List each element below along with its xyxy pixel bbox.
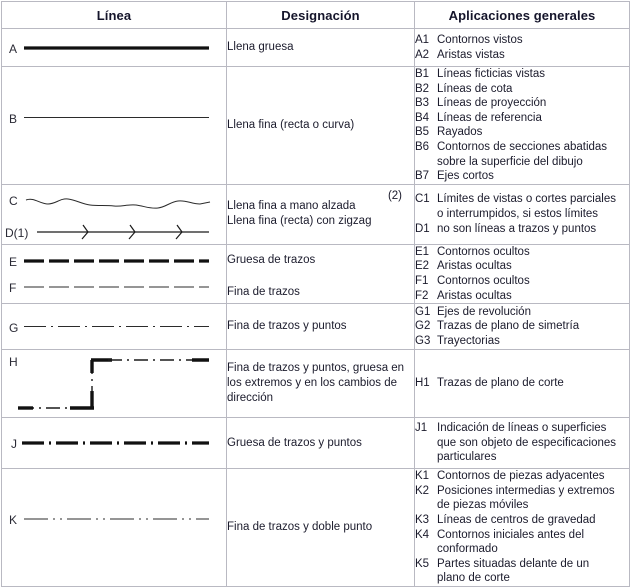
table-row (2, 184, 630, 244)
table-row (2, 418, 630, 469)
designation-line-1: Fina de trazos y puntos (227, 320, 347, 333)
designation-line-1: Fina de trazos y puntos, gruesa en los extremos y en los cambios de dirección (227, 362, 405, 405)
application-text-continued: que son objeto de especificaciones (437, 436, 617, 449)
application-code: F1 (415, 274, 429, 287)
application-item (415, 469, 629, 484)
application-text: Contornos de piezas adyacentes (437, 470, 605, 483)
thin-solid-line-icon (2, 67, 226, 168)
application-item (415, 33, 629, 48)
designation-line-1: Llena fina (recta o curva) (227, 118, 355, 131)
application-text: Contornos ocultos (437, 245, 530, 258)
application-code: K4 (415, 528, 430, 541)
application-code: J1 (415, 422, 428, 435)
application-text: Rayados (437, 126, 483, 139)
thin-dash-dot-line-icon (2, 304, 226, 349)
application-code: A1 (415, 33, 430, 46)
application-item (415, 169, 629, 184)
designation-g (227, 304, 415, 350)
application-text: Líneas de proyección (437, 97, 547, 110)
application-item (415, 376, 629, 391)
application-text-continued-2: particulares (437, 451, 497, 464)
designation-line-1: Llena fina a mano alzada (227, 200, 356, 213)
application-item (415, 111, 629, 126)
application-item (415, 484, 629, 499)
zigzag-line-icon (2, 185, 226, 244)
application-text: Contornos ocultos (437, 274, 530, 287)
table-row (2, 244, 630, 303)
line-sample-j (2, 418, 227, 469)
table-row (2, 29, 630, 67)
line-label-j: J (11, 437, 17, 452)
application-item (415, 48, 629, 63)
line-sample-h (2, 350, 227, 418)
thin-dash-double-dot-line-icon (2, 469, 226, 569)
designation-line-2: Llena fina (recta) con zigzag (227, 215, 372, 228)
application-code: D1 (415, 222, 430, 235)
application-text: Trayectorias (437, 334, 500, 347)
line-sample-g (2, 304, 227, 350)
application-text: Indicación de líneas o superficies (437, 422, 607, 435)
application-code: E2 (415, 260, 430, 273)
designation-line-1: Llena gruesa (227, 41, 294, 53)
line-sample-b (2, 67, 227, 185)
application-item (415, 557, 629, 572)
line-sample-cd (2, 184, 227, 244)
application-text: Líneas de referencia (437, 111, 542, 124)
table-row (2, 350, 630, 418)
header-designacion: Designación (227, 2, 415, 29)
application-code: K5 (415, 557, 430, 570)
application-code: B1 (415, 68, 430, 80)
application-code: B4 (415, 111, 430, 124)
application-code: G1 (415, 305, 431, 318)
application-text: Contornos de secciones abatidas (437, 140, 608, 153)
designation-h (227, 350, 415, 418)
application-text: Contornos vistos (437, 33, 523, 46)
application-text: Líneas de cota (437, 82, 513, 95)
designation-k (227, 469, 415, 587)
application-code: F2 (415, 289, 429, 302)
application-text: Ejes cortos (437, 170, 494, 183)
section-plane-stepped-line-icon (2, 350, 226, 417)
designation-note: (2) (387, 189, 402, 202)
application-item (415, 140, 629, 155)
application-text: Aristas vistas (437, 48, 505, 61)
applications-b (415, 67, 630, 185)
application-code: B5 (415, 126, 430, 139)
application-code: C1 (415, 193, 430, 206)
applications-a (415, 29, 630, 67)
application-item (415, 528, 629, 543)
application-item (415, 125, 629, 140)
thin-dashed-line-icon (2, 245, 226, 301)
table-row (2, 469, 630, 587)
thick-solid-line-icon (2, 29, 226, 66)
application-text-continued: plano de corte (437, 572, 510, 585)
application-code: G2 (415, 320, 431, 333)
line-sample-ef (2, 244, 227, 303)
application-text: Líneas ficticias vistas (437, 68, 546, 80)
applications-g (415, 304, 630, 350)
designation-line-1: Gruesa de trazos (227, 254, 316, 267)
application-item (415, 82, 629, 97)
applications-j (415, 418, 630, 469)
line-label-f: F (9, 280, 17, 295)
application-text: Partes situadas delante de un (437, 557, 590, 570)
application-text: Ejes de revolución (437, 305, 531, 318)
application-text-continued: sobre la superficie del dibujo (437, 155, 583, 168)
header-row (2, 2, 630, 29)
application-text: Trazas de plano de simetría (437, 320, 580, 333)
line-label-b: B (9, 112, 18, 126)
application-code: H1 (415, 377, 430, 390)
application-item (415, 259, 629, 274)
applications-h (415, 350, 630, 418)
header-aplicaciones: Aplicaciones generales (415, 2, 630, 29)
applications-ef (415, 244, 630, 303)
application-item (415, 67, 629, 82)
line-label-k: K (9, 513, 18, 528)
application-text: Trazas de plano de corte (437, 377, 564, 390)
application-code: B3 (415, 97, 430, 110)
header-linea: Línea (2, 2, 227, 29)
table-row (2, 67, 630, 185)
designation-line-2: Fina de trazos (227, 286, 300, 299)
application-item (415, 421, 629, 436)
application-text-continued: o interrumpidos, si estos límites (437, 207, 599, 220)
application-text: Contornos iniciales antes del (437, 528, 585, 541)
line-sample-k (2, 469, 227, 587)
application-code: A2 (415, 48, 430, 61)
application-item (415, 305, 629, 320)
application-text-continued: conformado (437, 543, 498, 556)
designation-j (227, 418, 415, 469)
table-body (2, 29, 630, 587)
line-label-h: H (9, 355, 18, 370)
designation-line-1: Fina de trazos y doble punto (227, 521, 373, 533)
application-item (415, 274, 629, 289)
designation-line-1: Gruesa de trazos y puntos (227, 436, 362, 449)
thick-dash-dot-line-icon (2, 418, 226, 468)
application-code: B6 (415, 140, 430, 153)
table-row (2, 304, 630, 350)
application-code: K1 (415, 470, 430, 483)
application-item (415, 96, 629, 111)
designation-cd (227, 184, 415, 244)
application-text: no son líneas a trazos y puntos (437, 222, 597, 235)
application-code: K2 (415, 484, 430, 497)
application-code: K3 (415, 513, 430, 526)
line-label-a: A (9, 42, 18, 56)
line-label-g: G (9, 321, 19, 336)
application-text: Aristas ocultas (437, 260, 512, 273)
table-header (2, 2, 630, 29)
applications-k (415, 469, 630, 587)
application-text: Aristas ocultas (437, 289, 512, 302)
applications-cd (415, 184, 630, 244)
application-item (415, 513, 629, 528)
application-code: E1 (415, 245, 430, 258)
line-types-table (1, 1, 630, 587)
application-item (415, 319, 629, 334)
designation-ef (227, 244, 415, 303)
application-item (415, 289, 629, 304)
application-text: Límites de vistas o cortes parciales (437, 193, 616, 206)
application-item (415, 192, 629, 207)
line-label-d1: D(1) (5, 225, 29, 240)
application-item (415, 334, 629, 349)
application-text: Líneas de centros de gravedad (437, 513, 596, 526)
application-code: B2 (415, 82, 430, 95)
application-text: Posiciones intermedias y extremos (437, 484, 615, 497)
designation-a (227, 29, 415, 67)
designation-b (227, 67, 415, 185)
application-item (415, 222, 629, 237)
line-label-c: C (9, 193, 18, 208)
line-label-e: E (9, 254, 18, 269)
application-text-continued: de piezas móviles (437, 499, 529, 512)
line-sample-a (2, 29, 227, 67)
application-code: B7 (415, 170, 430, 183)
application-code: G3 (415, 334, 431, 347)
application-item (415, 245, 629, 260)
